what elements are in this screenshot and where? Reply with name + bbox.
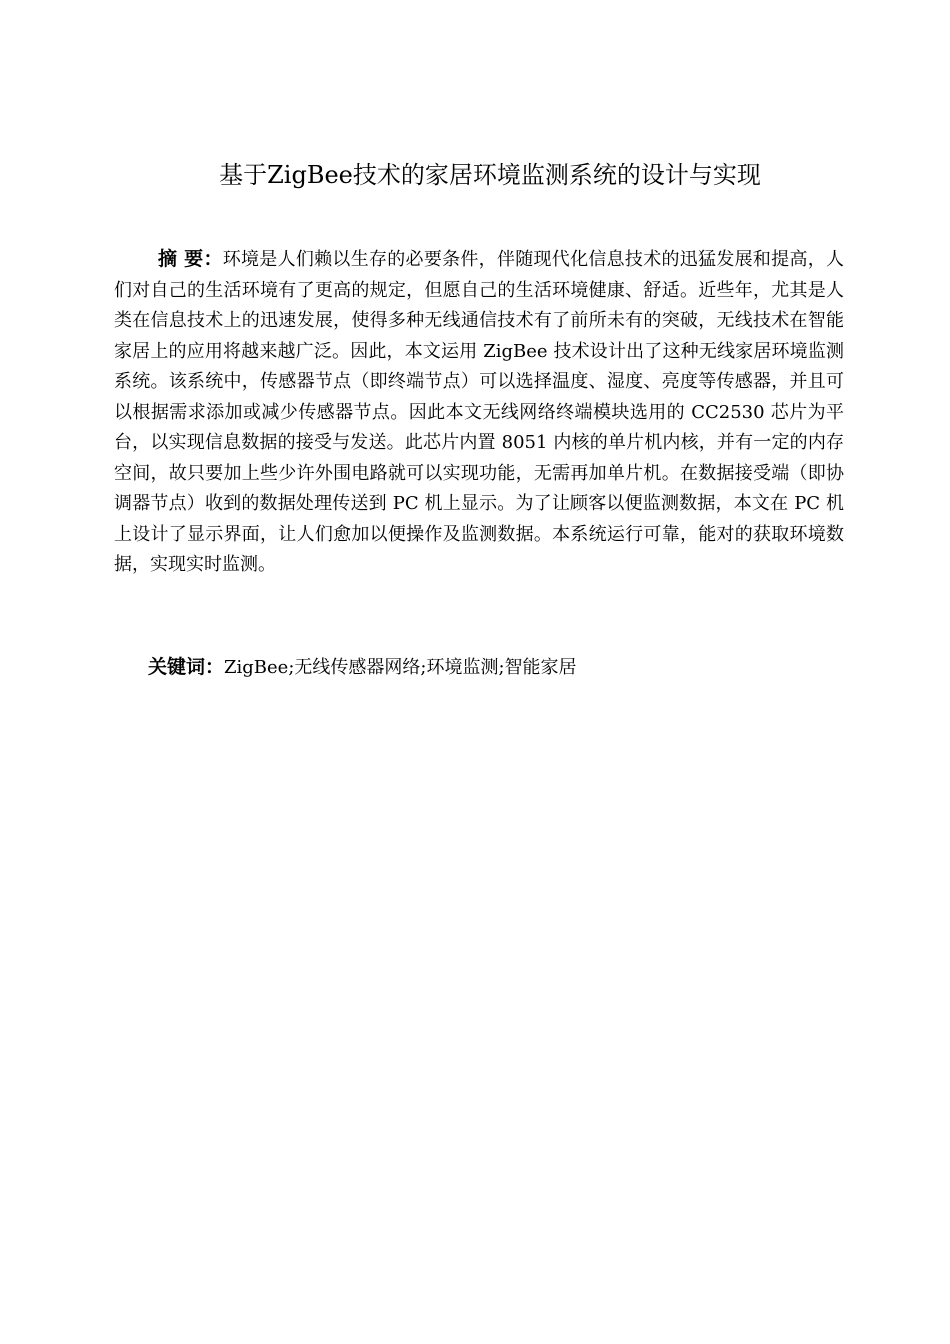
keywords-label: 关键词： — [148, 656, 225, 678]
abstract-text: 环境是人们赖以生存的必要条件，伴随现代化信息技术的迅猛发展和提高，人们对自己的生活环境有了更高的规定，但愿自己的生活环境健康、舒适。近些年，尤其是人类在信息技术上的迅速发展，使得多种无线通信技术有了前所未有的突破，无线技术在智能家居上的应用将越来越广泛。因此，本文运用 ZigBee 技术设计出了这种无线家居环境监测系统。该系统中，传感器节点（即终端节点）可以选择温度、湿度、亮度等传感器，并且可以根据需求添加或减少传感器节点。因此本文无线网络终端模块选用的 CC2530 芯片为平台，以实现信息数据的接受与发送。此芯片内置 8051 内核的单片机内核，并有一定的内存空间，故只要加上些少许外围电路就可以实现功能，无需再加单片机。在数据接受端（即协调器节点）收到的数据处理传送到 PC 机上显示。为了让顾客以便监测数据，本文在 PC 机上设计了显示界面，让人们愈加以便操作及监测数据。本系统运行可靠，能对的获取环境数据，实现实时监测。 — [114, 249, 844, 575]
abstract-paragraph — [114, 244, 844, 581]
keywords-text: ZigBee;无线传感器网络;环境监测;智能家居 — [224, 657, 577, 678]
keywords-line — [148, 652, 848, 684]
document-title: 基于ZigBee技术的家居环境监测系统的设计与实现 — [219, 161, 761, 189]
abstract-label: 摘 要： — [158, 248, 223, 270]
